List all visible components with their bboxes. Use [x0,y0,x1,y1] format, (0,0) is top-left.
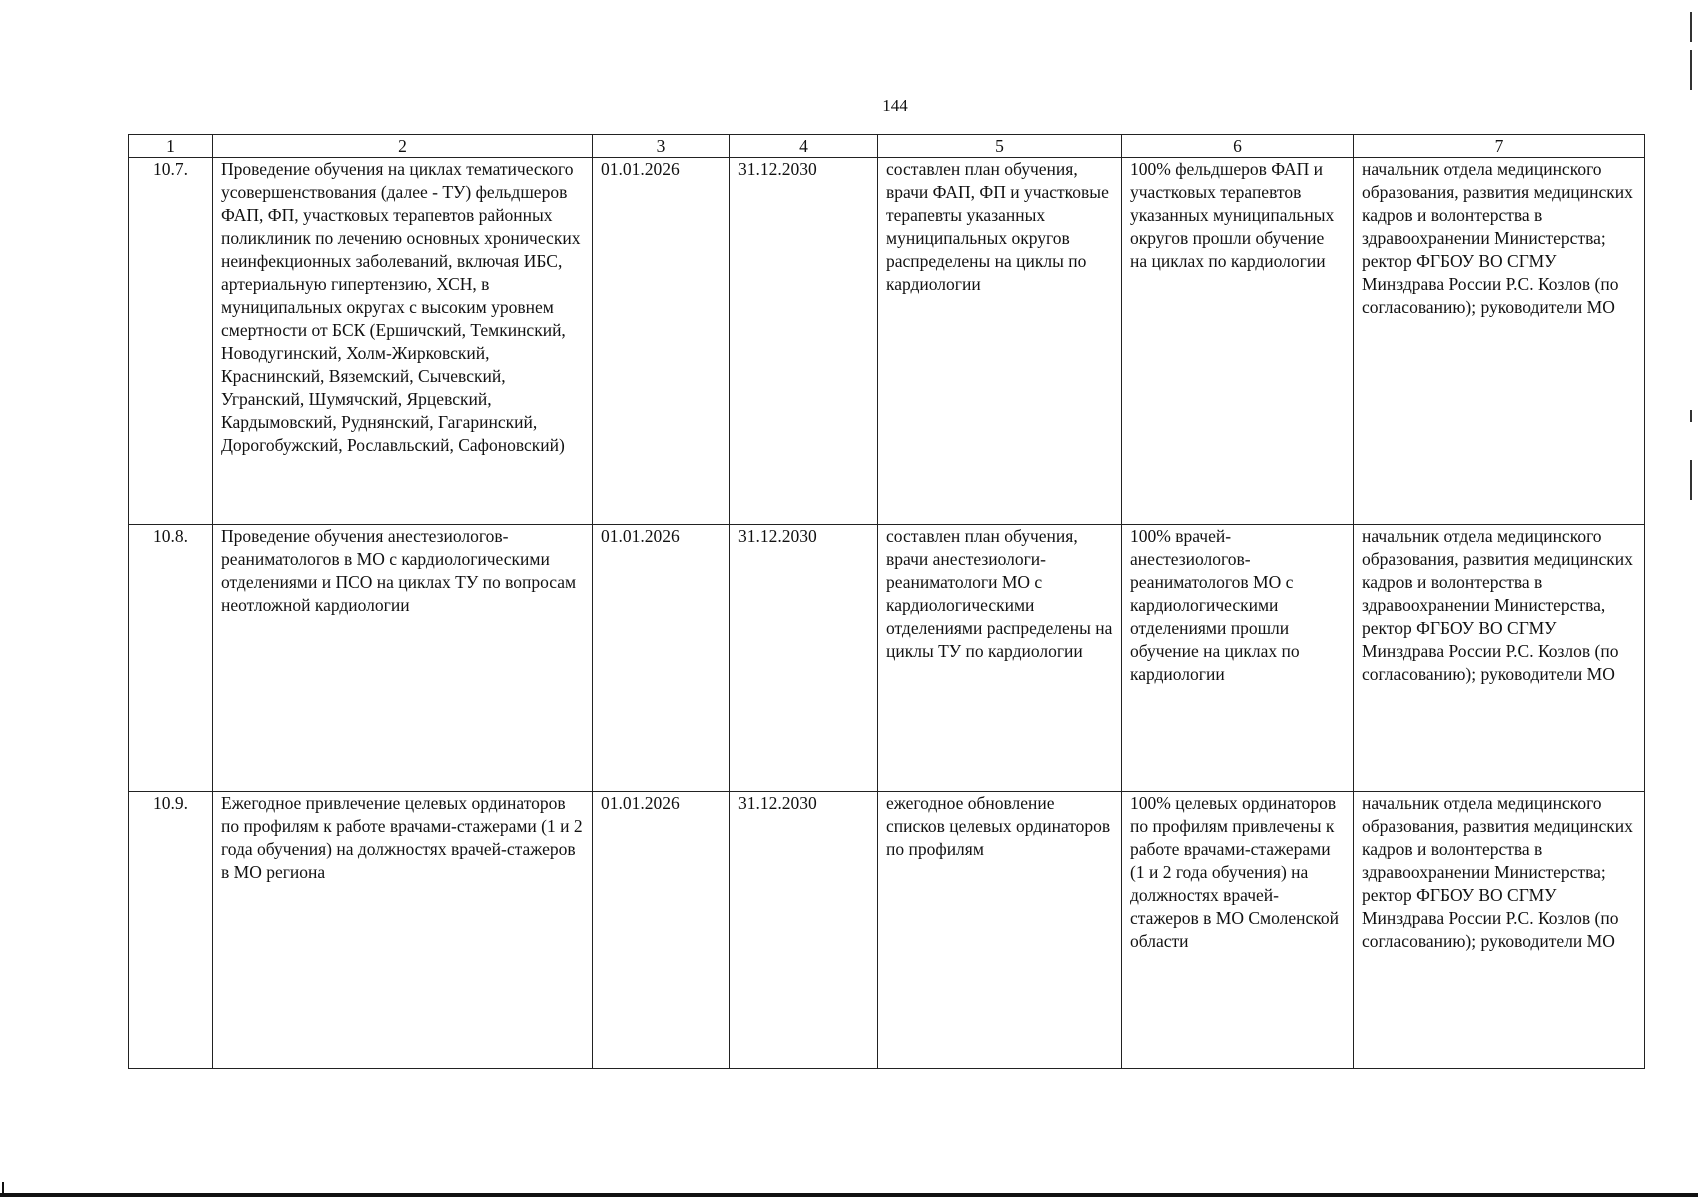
result-cell: ежегодное обновление списков целевых ординаторов по профилям [878,792,1122,1069]
activity-cell: Ежегодное привлечение целевых ординаторов по профилям к работе врачами-стажерами (1 и 2 года обучения) на должностях врачей-стажеров в МО региона [213,792,593,1069]
bottom-scan-border [0,1193,1698,1197]
table-row [129,792,1645,1069]
activity-cell: Проведение обучения анестезиологов-реаниматологов в МО с кардиологическими отделениями и ПСО на циклах ТУ по вопросам неотложной кардиологии [213,525,593,792]
indicator-cell: 100% целевых ординаторов по профилям привлечены к работе врачами-стажерами (1 и 2 года обучения) на должностях врачей-стажеров в МО Смоленской области [1122,792,1354,1069]
activity-cell: Проведение обучения на циклах тематического усовершенствования (далее - ТУ) фельдшеров ФАП, ФП, участковых терапевтов районных поликлиник по лечению основных хронических неинфекционных заболеваний, включая ИБС, артериальную гипертензию, ХСН, в муниципальных округах с высоким уровнем смертности от БСК (Ершичский, Темкинский, Новодугинский, Холм-Жирковский, Краснинский, Вяземский, Сычевский, Угранский, Шумячский, Ярцевский, Кардымовский, Руднянский, Гагаринский, Дорогобужский, Рославльский, Сафоновский) [213,158,593,525]
action-plan-table [128,134,1645,1069]
column-header: 1 [129,135,213,158]
responsible-cell: начальник отдела медицинского образования, развития медицинских кадров и волонтерства в здравоохранении Министерства; ректор ФГБОУ ВО СГМУ Минздрава России Р.С. Козлов (по согласованию); руководители МО [1354,792,1645,1069]
column-header: 3 [593,135,730,158]
right-scan-mark [1690,410,1692,422]
column-header: 2 [213,135,593,158]
column-header: 5 [878,135,1122,158]
column-header: 6 [1122,135,1354,158]
item-number: 10.7. [129,158,213,525]
end-date-cell: 31.12.2030 [730,792,878,1069]
item-number: 10.9. [129,792,213,1069]
start-date-cell: 01.01.2026 [593,158,730,525]
responsible-cell: начальник отдела медицинского образования, развития медицинских кадров и волонтерства в здравоохранении Министерства, ректор ФГБОУ ВО СГМУ Минздрава России Р.С. Козлов (по согласованию); руководители МО [1354,525,1645,792]
indicator-cell: 100% фельдшеров ФАП и участковых терапевтов указанных муниципальных округов прошли обучение на циклах по кардиологии [1122,158,1354,525]
result-cell: составлен план обучения, врачи ФАП, ФП и участковые терапевты указанных муниципальных округов распределены на циклы по кардиологии [878,158,1122,525]
result-cell: составлен план обучения, врачи анестезиологи-реаниматологи МО с кардиологическими отделениями распределены на циклы ТУ по кардиологии [878,525,1122,792]
right-scan-mark [1690,50,1692,90]
item-number: 10.8. [129,525,213,792]
left-scan-mark [2,1182,4,1194]
table-row [129,158,1645,525]
end-date-cell: 31.12.2030 [730,158,878,525]
right-scan-mark [1690,460,1692,500]
responsible-cell: начальник отдела медицинского образования, развития медицинских кадров и волонтерства в здравоохранении Министерства; ректор ФГБОУ ВО СГМУ Минздрава России Р.С. Козлов (по согласованию); руководители МО [1354,158,1645,525]
page-number: 144 [882,96,908,115]
right-scan-mark [1690,12,1692,42]
table-row [129,525,1645,792]
indicator-cell: 100% врачей-анестезиологов-реаниматологов МО с кардиологическими отделениями прошли обучение на циклах по кардиологии [1122,525,1354,792]
column-header: 4 [730,135,878,158]
end-date-cell: 31.12.2030 [730,525,878,792]
start-date-cell: 01.01.2026 [593,525,730,792]
start-date-cell: 01.01.2026 [593,792,730,1069]
column-header: 7 [1354,135,1645,158]
column-number-header-row [129,135,1645,158]
